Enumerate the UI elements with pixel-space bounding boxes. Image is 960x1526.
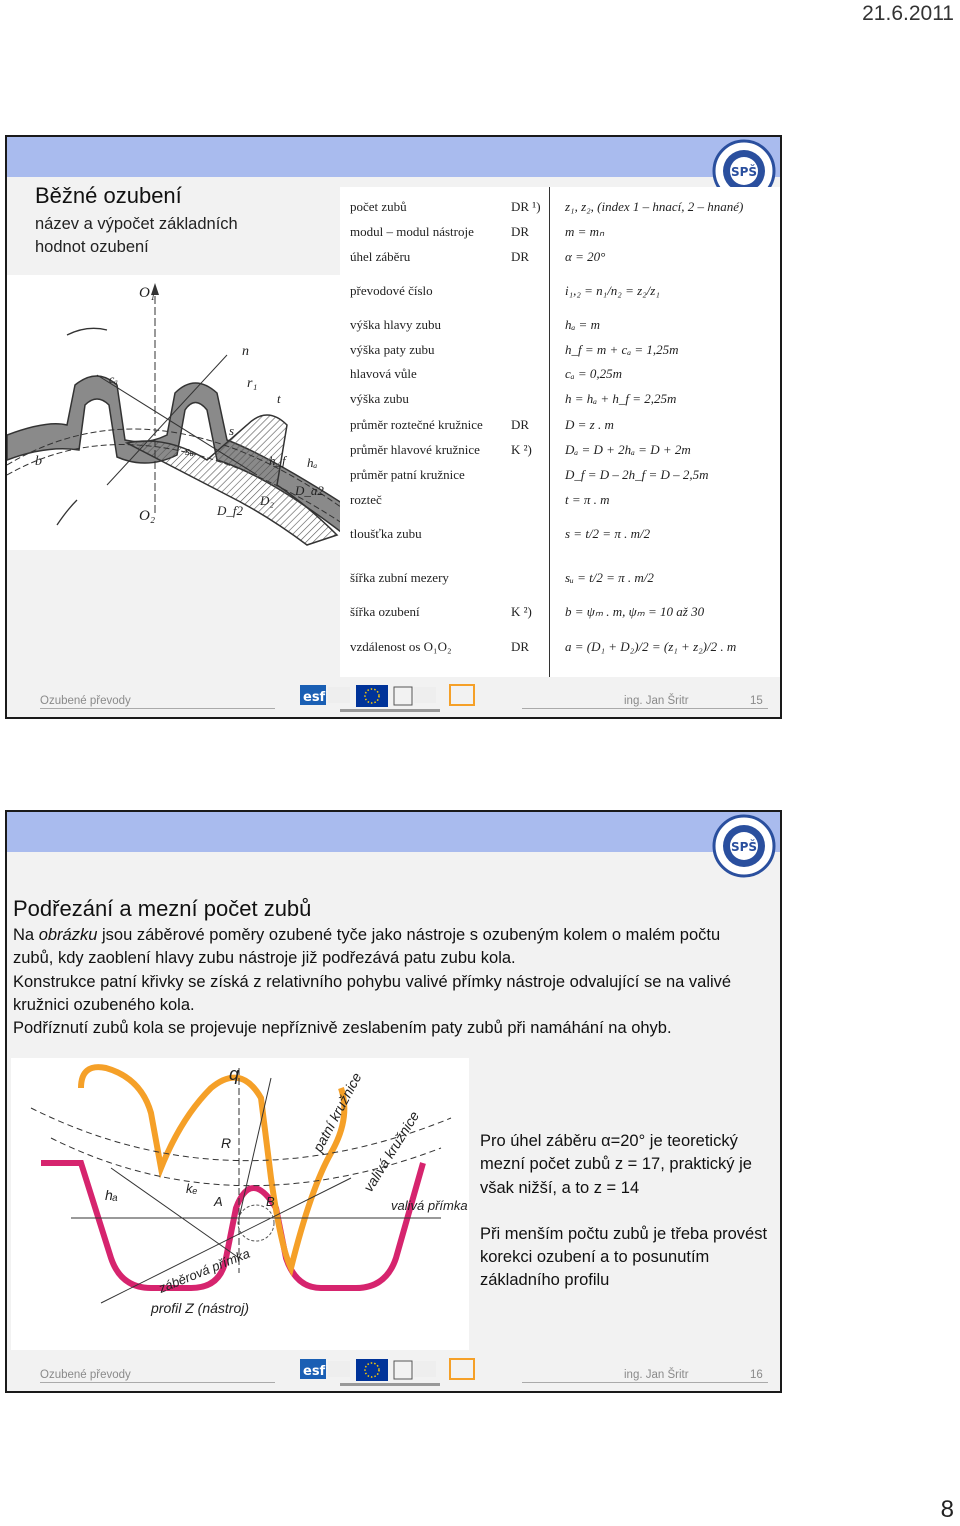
slide-title: Běžné ozubení [35, 183, 182, 208]
footer-rule [522, 1382, 768, 1383]
table-row [340, 604, 780, 624]
paragraph: Při menším počtu zubů je třeba provést korekci ozubení a to posunutím základního profilu [480, 1224, 768, 1290]
slide-body [13, 924, 753, 1040]
param-norm: DR [511, 224, 530, 239]
gear-label: t [277, 391, 281, 406]
svg-text:esf: esf [303, 690, 326, 705]
gear-parameter-table [340, 187, 780, 677]
footer-author: ing. Jan Šritr [624, 695, 689, 707]
text: jsou záběrové poměry ozubené tyče jako nástroje s ozubeným kolem o malém počtu zubů, kdy zaoblení hlavy zubu nástroje již podřezává patu zubu kola. [13, 926, 721, 968]
text: Na [13, 926, 39, 944]
table-row [340, 249, 780, 269]
param-formula: sᵤ = t/2 = π . m/2 [565, 570, 654, 585]
gear-label: n [242, 344, 249, 359]
paragraph: Konstrukce patní křivky se získá z relativního pohybu valivé přímky nástroje odvalující se na valivé kružnici ozubeného kola. [13, 972, 732, 1014]
gear-label: O₁ [139, 285, 156, 301]
gear-label: hₐ [307, 455, 318, 470]
slide-15 [5, 135, 782, 719]
param-norm: DR ¹) [511, 199, 541, 214]
param-formula: z₁, z₂, (index 1 – hnací, 2 – hnané) [565, 199, 744, 214]
svg-text:SPŠ: SPŠ [730, 165, 758, 179]
footer-rule [40, 708, 275, 709]
table-row [340, 639, 780, 659]
param-formula: s = t/2 = π . m/2 [565, 526, 651, 541]
param-formula: m = mₙ [565, 224, 605, 239]
paragraph: Pro úhel záběru α=20° je teoretický mezní počet zubů z = 17, praktický je však nižší, a to z = 14 [480, 1132, 752, 1197]
table-row [340, 317, 780, 337]
param-formula: t = π . m [565, 492, 610, 507]
param-name: výška hlavy zubu [350, 317, 441, 332]
footer-author: ing. Jan Šritr [624, 1369, 689, 1381]
diagram-label: záběrová přímka [156, 1245, 252, 1296]
table-row [340, 199, 780, 219]
gear-label: s [229, 423, 235, 438]
param-norm: K ²) [511, 604, 532, 619]
param-formula: hₐ = m [565, 317, 600, 332]
param-name: počet zubů [350, 199, 407, 214]
diagram-label: valivá kružnice [359, 1108, 423, 1195]
slide-16 [5, 810, 782, 1393]
param-name: tloušťka zubu [350, 526, 422, 541]
gear-label: r₁ [247, 376, 258, 391]
param-formula: D_f = D – 2h_f = D – 2,5m [565, 467, 709, 482]
footer-course: Ozubené převody [40, 1369, 131, 1381]
table-row [340, 342, 780, 362]
gear-label: D_f2 [217, 503, 243, 518]
eu-funding-logos-icon [300, 681, 490, 715]
gear-label: cₐ [109, 372, 118, 386]
gear-label: b [35, 454, 42, 469]
page-number: 8 [940, 1496, 954, 1523]
param-norm: DR [511, 639, 530, 654]
param-name: šířka zubní mezery [350, 570, 449, 585]
diagram-label: kₑ [186, 1181, 198, 1196]
slide-side-text [480, 1130, 775, 1316]
param-name: modul – modul nástroje [350, 224, 474, 239]
gear-label: D₂ [260, 493, 274, 508]
school-logo-icon [712, 814, 776, 878]
slide-footer [7, 679, 780, 717]
svg-text:SPŠ: SPŠ [730, 840, 758, 854]
param-norm: DR [511, 417, 530, 432]
param-name: průměr patní kružnice [350, 467, 465, 482]
param-name: šířka ozubení [350, 604, 420, 619]
param-formula: Dₐ = D + 2hₐ = D + 2m [565, 442, 691, 457]
table-row [340, 467, 780, 487]
param-name: převodové číslo [350, 283, 433, 298]
table-row [340, 570, 780, 590]
text-emphasis: obrázku [38, 926, 98, 944]
table-row [340, 442, 780, 462]
param-formula: D = z . m [565, 417, 614, 432]
diagram-label: A [214, 1194, 223, 1209]
subtitle-line: hodnot ozubení [35, 238, 149, 256]
param-formula: h_f = m + cₐ = 1,25m [565, 342, 679, 357]
gear-label: D_a2 [295, 483, 324, 498]
footer-rule [522, 708, 768, 709]
param-name: výška paty zubu [350, 342, 435, 357]
param-norm: K ²) [511, 442, 532, 457]
gear-label: h_f [269, 453, 286, 468]
slide-footer [7, 1353, 780, 1391]
table-row [340, 526, 780, 546]
param-norm: DR [511, 249, 530, 264]
diagram-label: B [266, 1194, 275, 1209]
footer-rule [40, 1382, 275, 1383]
param-formula: a = (D₁ + D₂)/2 = (z₁ + z₂)/2 . m [565, 639, 737, 654]
slide-number: 15 [750, 695, 763, 707]
param-name: vzdálenost os O₁O₂ [350, 639, 452, 654]
param-formula: i₁,₂ = n₁/n₂ = z₂/z₁ [565, 283, 660, 298]
param-name: průměr roztečné kružnice [350, 417, 483, 432]
table-row [340, 283, 780, 303]
footer-course: Ozubené převody [40, 695, 131, 707]
slide-number: 16 [750, 1369, 763, 1381]
subtitle-line: název a výpočet základních [35, 215, 238, 233]
param-formula: h = hₐ + h_f = 2,25m [565, 391, 677, 406]
table-row [340, 492, 780, 512]
table-row [340, 417, 780, 437]
gear-label: sᵤ [185, 443, 194, 458]
param-formula: cₐ = 0,25m [565, 366, 622, 381]
diagram-label: valivá přímka [391, 1198, 468, 1213]
slide-title: Podřezání a mezní počet zubů [13, 896, 312, 921]
param-formula: b = ψₘ . m, ψₘ = 10 až 30 [565, 604, 705, 619]
diagram-label: patní kružnice [309, 1069, 365, 1155]
diagram-label: hₐ [105, 1187, 118, 1203]
header-date: 21.6.2011 [862, 2, 954, 25]
slide-banner [7, 812, 780, 852]
paragraph [13, 924, 753, 971]
table-row [340, 391, 780, 411]
param-formula: α = 20° [565, 249, 606, 264]
diagram-label: profil Z (nástroj) [151, 1300, 250, 1316]
table-row [340, 366, 780, 386]
paragraph: Podříznutí zubů kola se projevuje nepříznivě zeslabením paty zubů při namáhání na ohyb. [13, 1019, 672, 1038]
slide-banner [7, 137, 780, 177]
gear-label: O₂ [139, 508, 156, 524]
undercut-diagram [11, 1058, 469, 1350]
param-name: hlavová vůle [350, 366, 417, 381]
svg-text:esf: esf [303, 1364, 326, 1379]
diagram-label: q [229, 1064, 240, 1084]
slide-subtitle [35, 213, 238, 259]
eu-funding-logos-icon [300, 1355, 490, 1389]
table-row [340, 224, 780, 244]
param-name: rozteč [350, 492, 382, 507]
diagram-label: R [221, 1135, 232, 1151]
param-name: úhel záběru [350, 249, 411, 264]
param-name: výška zubu [350, 391, 409, 406]
param-name: průměr hlavové kružnice [350, 442, 480, 457]
gear-mesh-diagram [7, 275, 345, 550]
